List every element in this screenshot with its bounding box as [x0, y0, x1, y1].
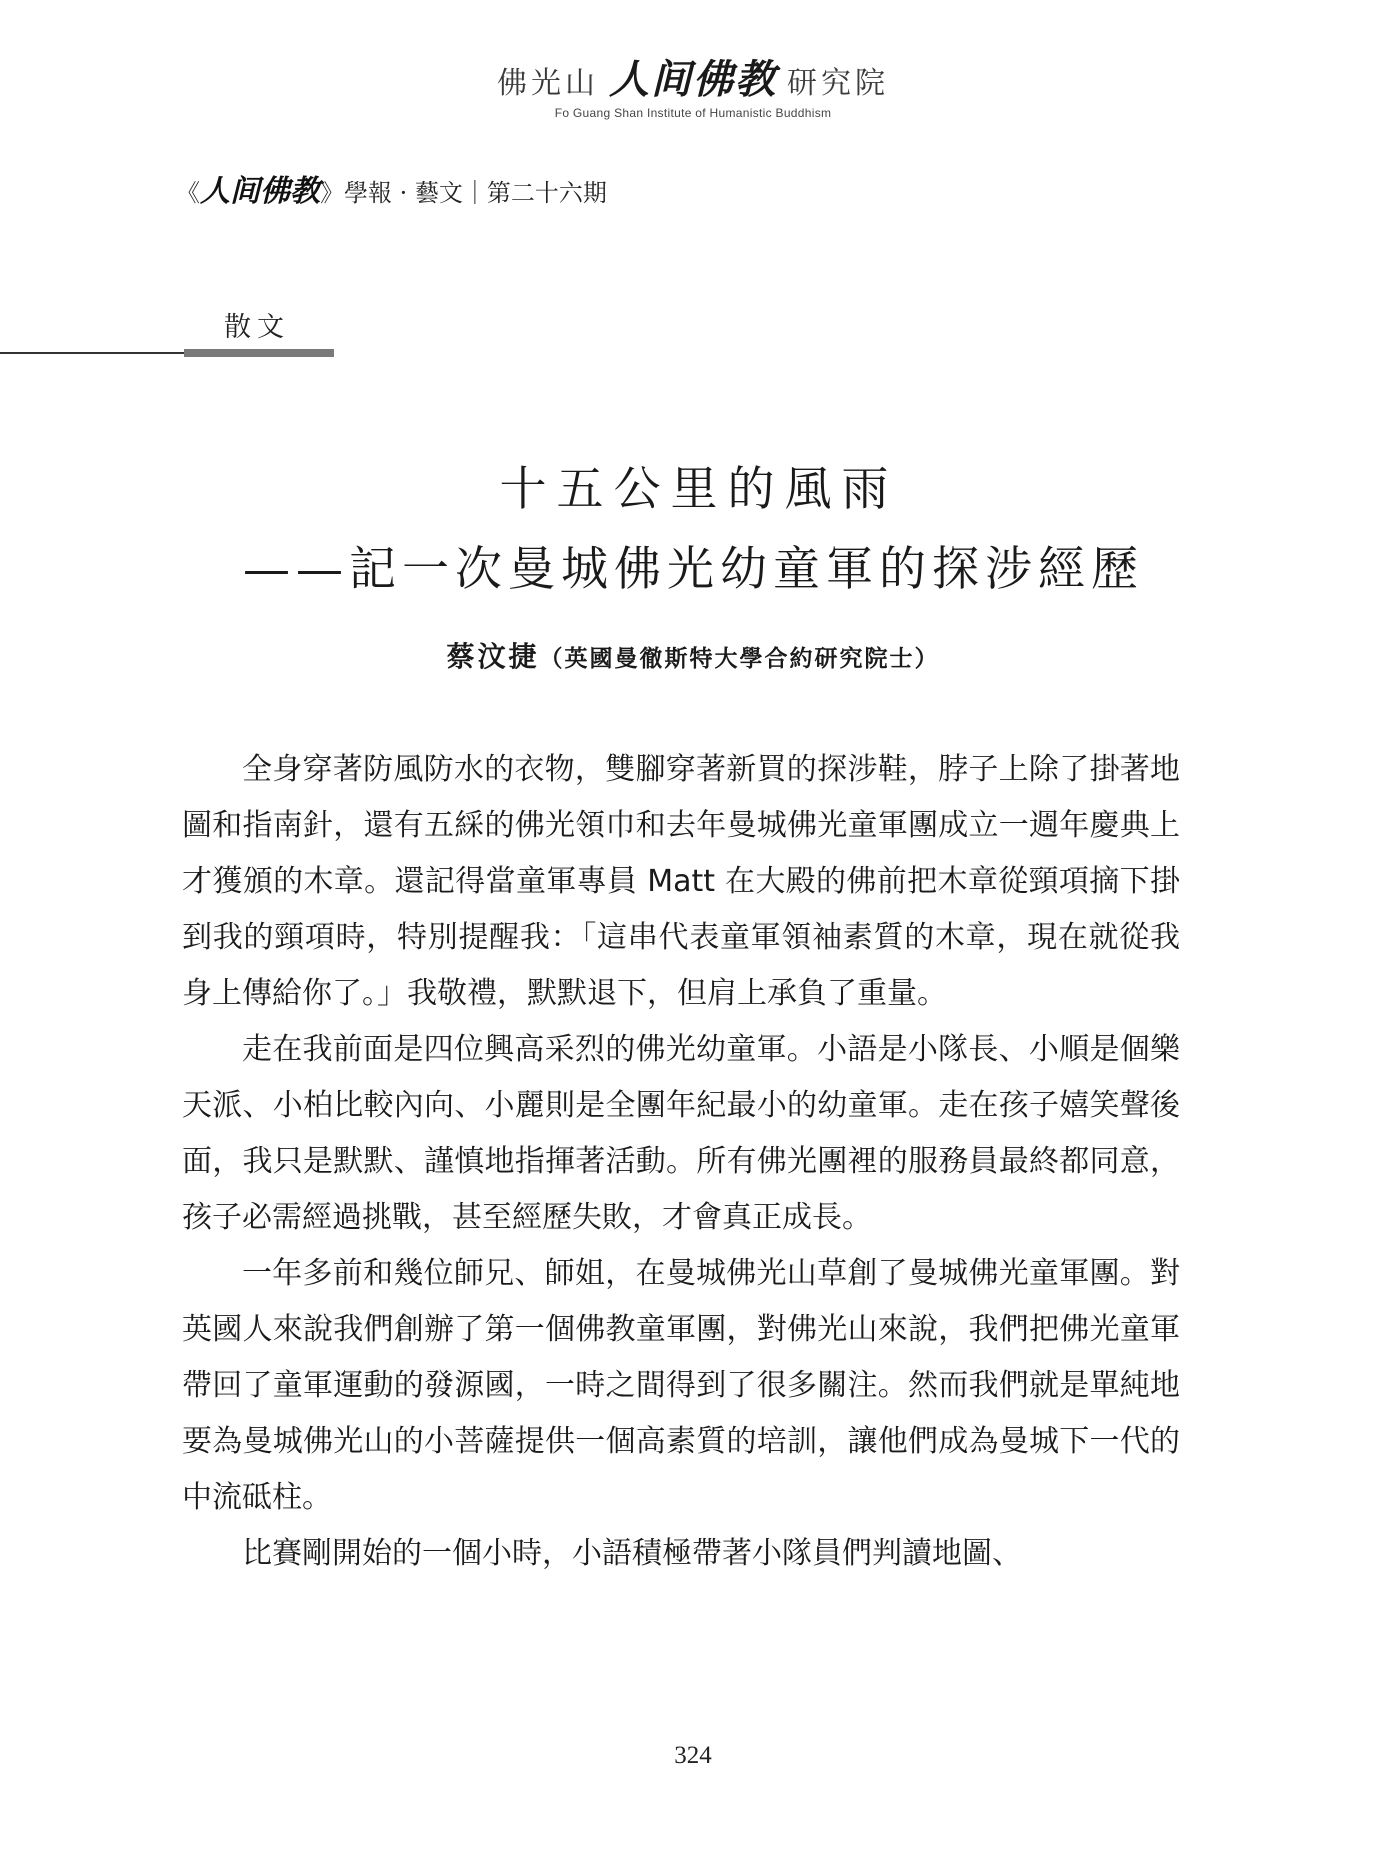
institute-prefix: 佛光山 [497, 66, 599, 101]
body-paragraph: 走在我前面是四位興高采烈的佛光幼童軍。小語是小隊長、小順是個樂天派、小柏比較內向、小麗則是全團年紀最小的幼童軍。走在孩子嬉笑聲後面，我只是默默、謹慎地指揮著活動。所有佛光團裡的服務員最終都同意，孩子必需經過挑戰，甚至經歷失敗，才會真正成長。 [182, 1032, 1180, 1235]
institute-calligraphy: 人间佛教 [609, 57, 777, 103]
journal-calligraphy: 人间佛教 [200, 174, 320, 209]
institute-suffix: 研究院 [787, 66, 889, 101]
body-paragraph: 一年多前和幾位師兄、師姐，在曼城佛光山草創了曼城佛光童軍團。對英國人來說我們創辦了第一個佛教童軍團，對佛光山來說，我們把佛光童軍帶回了童軍運動的發源國，一時之間得到了很多關注。然而我們就是單純地要為曼城佛光山的小菩薩提供一個高素質的培訓，讓他們成為曼城下一代的中流砥柱。 [182, 1256, 1180, 1515]
institute-name [0, 57, 1386, 103]
section-label: 散文 [224, 312, 290, 343]
article-title: 十五公里的風雨 [499, 462, 899, 517]
body-paragraph: 全身穿著防風防水的衣物，雙腳穿著新買的探涉鞋，脖子上除了掛著地圖和指南針，還有五綵的佛光領巾和去年曼城佛光童軍團成立一週年慶典上才獲頒的木章。還記得當童軍專員 Matt 在大殿的佛前把木章從頸項摘下掛到我的頸項時，特別提醒我：「這串代表童軍領袖素質的木章，現在就從我身上傳給你了。」我敬禮，默默退下，但肩上承負了重量。 [182, 752, 1180, 1011]
article-subtitle: ——記一次曼城佛光幼童軍的探涉經歷 [243, 542, 1144, 597]
author-affiliation: （英國曼徹斯特大學合約研究院士） [539, 645, 940, 672]
section-divider-accent [184, 349, 334, 357]
journal-open-bracket: 《 [176, 179, 200, 207]
journal-close-bracket: 》 [320, 179, 344, 207]
article-body [182, 742, 1180, 1582]
author-name: 蔡汶捷 [446, 640, 540, 673]
page-number: 324 [674, 1742, 712, 1769]
journal-issue: 學報 · 藝文｜第二十六期 [344, 179, 607, 207]
institute-header [0, 57, 1386, 120]
institute-english-name: Fo Guang Shan Institute of Humanistic Buddhism [554, 106, 832, 120]
journal-header [176, 166, 607, 210]
author-line [0, 635, 1386, 675]
body-paragraph: 比賽剛開始的一個小時，小語積極帶著小隊員們判讀地圖、 [242, 1536, 1022, 1571]
